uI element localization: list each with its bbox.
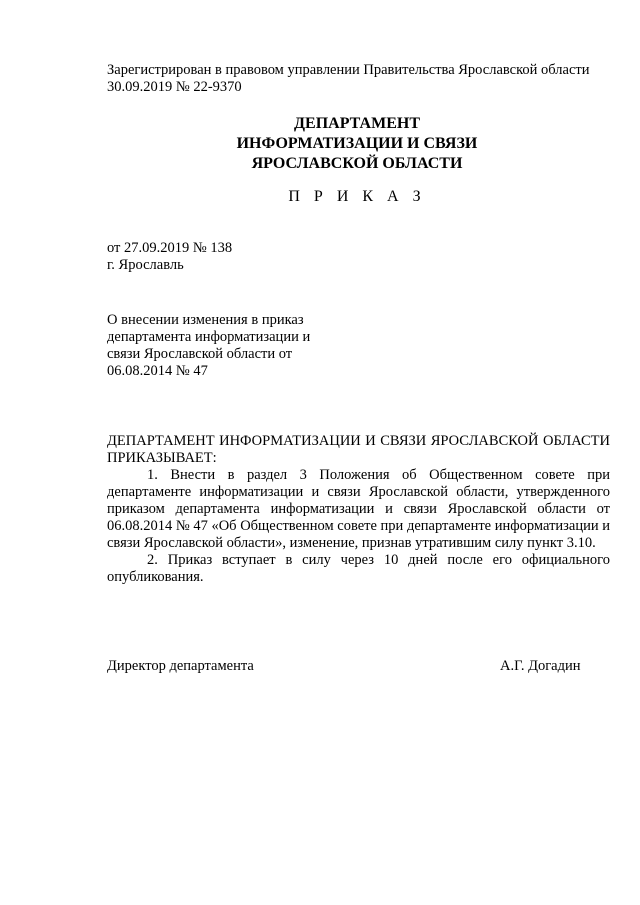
department-heading: [107, 114, 607, 174]
order-item-2: 2. Приказ вступает в силу через 10 дней после его официального опубликования.: [107, 552, 610, 585]
order-subject-line-4: 06.08.2014 № 47: [107, 363, 208, 379]
department-heading-line-3: ЯРОСЛАВСКОЙ ОБЛАСТИ: [251, 155, 463, 172]
registration-line-1: Зарегистрирован в правовом управлении Правительства Ярославской области: [107, 62, 590, 78]
document-type-title: П Р И К А З: [288, 188, 426, 205]
signatory-title: Директор департамента: [107, 658, 254, 674]
signatory-name: А.Г. Догадин: [500, 658, 581, 674]
department-heading-line-2: ИНФОРМАТИЗАЦИИ И СВЯЗИ: [236, 135, 478, 152]
order-subject-line-1: О внесении изменения в приказ: [107, 312, 304, 328]
order-subject: [107, 312, 347, 380]
registration-stamp: [107, 62, 617, 96]
order-body: [107, 433, 610, 586]
order-date-number: от 27.09.2019 № 138: [107, 240, 233, 256]
order-subject-line-3: связи Ярославской области от: [107, 346, 293, 362]
order-preamble: ДЕПАРТАМЕНТ ИНФОРМАТИЗАЦИИ И СВЯЗИ ЯРОСЛАВСКОЙ ОБЛАСТИ ПРИКАЗЫВАЕТ:: [107, 433, 610, 466]
order-item-1: 1. Внести в раздел 3 Положения об Общественном совете при департаменте информатизации и связи Ярославской области, утвержденного приказом департамента информатизации и связи Ярославской области от 06.08.2014 № 47 «Об Общественном совете при департаменте информатизации и связи Ярославской области», изменение, признав утратившим силу пункт 3.10.: [107, 467, 610, 551]
department-heading-line-1: ДЕПАРТАМЕНТ: [294, 115, 420, 132]
order-details: [107, 240, 407, 274]
order-subject-line-2: департамента информатизации и: [107, 329, 311, 345]
registration-line-2: 30.09.2019 № 22-9370: [107, 79, 242, 95]
order-city: г. Ярославль: [107, 257, 184, 273]
